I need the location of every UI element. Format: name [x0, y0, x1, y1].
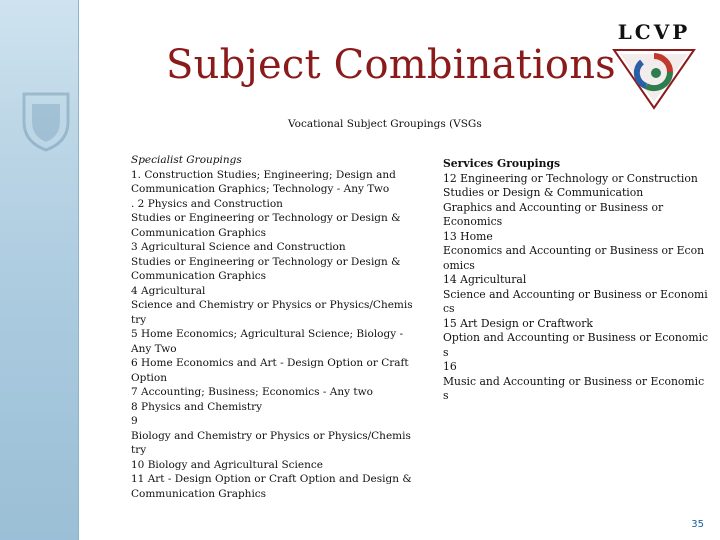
right-line: s	[443, 345, 449, 359]
left-line: Communication Graphics	[131, 226, 267, 239]
left-line: 3 Agricultural Science and Construction	[131, 241, 346, 253]
left-line: 9	[131, 415, 138, 427]
specialist-groupings-heading: Specialist Groupings	[131, 154, 242, 166]
left-line: Biology and Chemistry or Physics or Physics/Chemis	[131, 429, 411, 442]
right-line: omics	[443, 258, 475, 272]
left-line: try	[131, 444, 147, 456]
right-line: 12 Engineering or Technology or Construction	[443, 171, 698, 185]
left-line: Studies or Engineering or Technology or Design &	[131, 212, 401, 224]
left-line: 10 Biology and Agricultural Science	[131, 458, 323, 471]
left-line: . 2 Physics and Construction	[131, 197, 283, 210]
left-line: 6 Home Economics and Art - Design Option or Craft	[131, 357, 409, 369]
left-line: 5 Home Economics; Agricultural Science; Biology -	[131, 328, 404, 340]
slide-title: Subject Combinations	[166, 42, 616, 88]
left-line: Communication Graphics; Technology - Any Two	[131, 183, 390, 195]
lcvp-logo	[612, 20, 696, 110]
left-line: Communication Graphics	[131, 270, 267, 282]
left-sidebar-band	[0, 0, 79, 540]
right-line: Economics	[443, 215, 503, 228]
right-line: 15 Art Design or Craftwork	[443, 316, 593, 330]
right-line: Graphics and Accounting or Business or	[443, 200, 664, 214]
logo-text: LCVP	[617, 20, 691, 44]
left-line: Studies or Engineering or Technology or Design &	[131, 255, 401, 268]
left-line: Option	[131, 371, 167, 384]
right-line: Studies or Design & Communication	[443, 186, 644, 199]
specialist-groupings-column	[131, 153, 416, 501]
right-line: s	[443, 389, 449, 402]
left-line: Any Two	[131, 342, 177, 355]
slide-subtitle: Vocational Subject Groupings (VSGs	[288, 118, 482, 130]
lcvp-triangle-logo-icon	[612, 46, 696, 110]
left-line: try	[131, 313, 147, 326]
right-line: Option and Accounting or Business or Economic	[443, 331, 709, 344]
services-groupings-column	[443, 157, 709, 404]
left-line: 8 Physics and Chemistry	[131, 400, 263, 413]
right-line: 13 Home	[443, 229, 493, 243]
left-line: Communication Graphics	[131, 487, 267, 500]
right-line: Music and Accounting or Business or Economic	[443, 374, 705, 388]
left-line: 4 Agricultural	[131, 284, 206, 297]
right-line: 16	[443, 360, 457, 373]
left-line: Science and Chemistry or Physics or Physics/Chemis	[131, 299, 413, 311]
left-line: 1. Construction Studies; Engineering; Design and	[131, 168, 396, 181]
page-number: 35	[691, 519, 704, 530]
right-line: 14 Agricultural	[443, 273, 527, 286]
right-line: Economics and Accounting or Business or Econ	[443, 244, 705, 257]
left-line: 11 Art - Design Option or Craft Option and Design &	[131, 473, 412, 485]
right-line: cs	[443, 302, 455, 315]
crest-watermark-icon	[20, 88, 72, 152]
left-line: 7 Accounting; Business; Economics - Any two	[131, 386, 373, 398]
services-groupings-heading: Services Groupings	[443, 157, 561, 170]
right-line: Science and Accounting or Business or Economi	[443, 287, 708, 301]
